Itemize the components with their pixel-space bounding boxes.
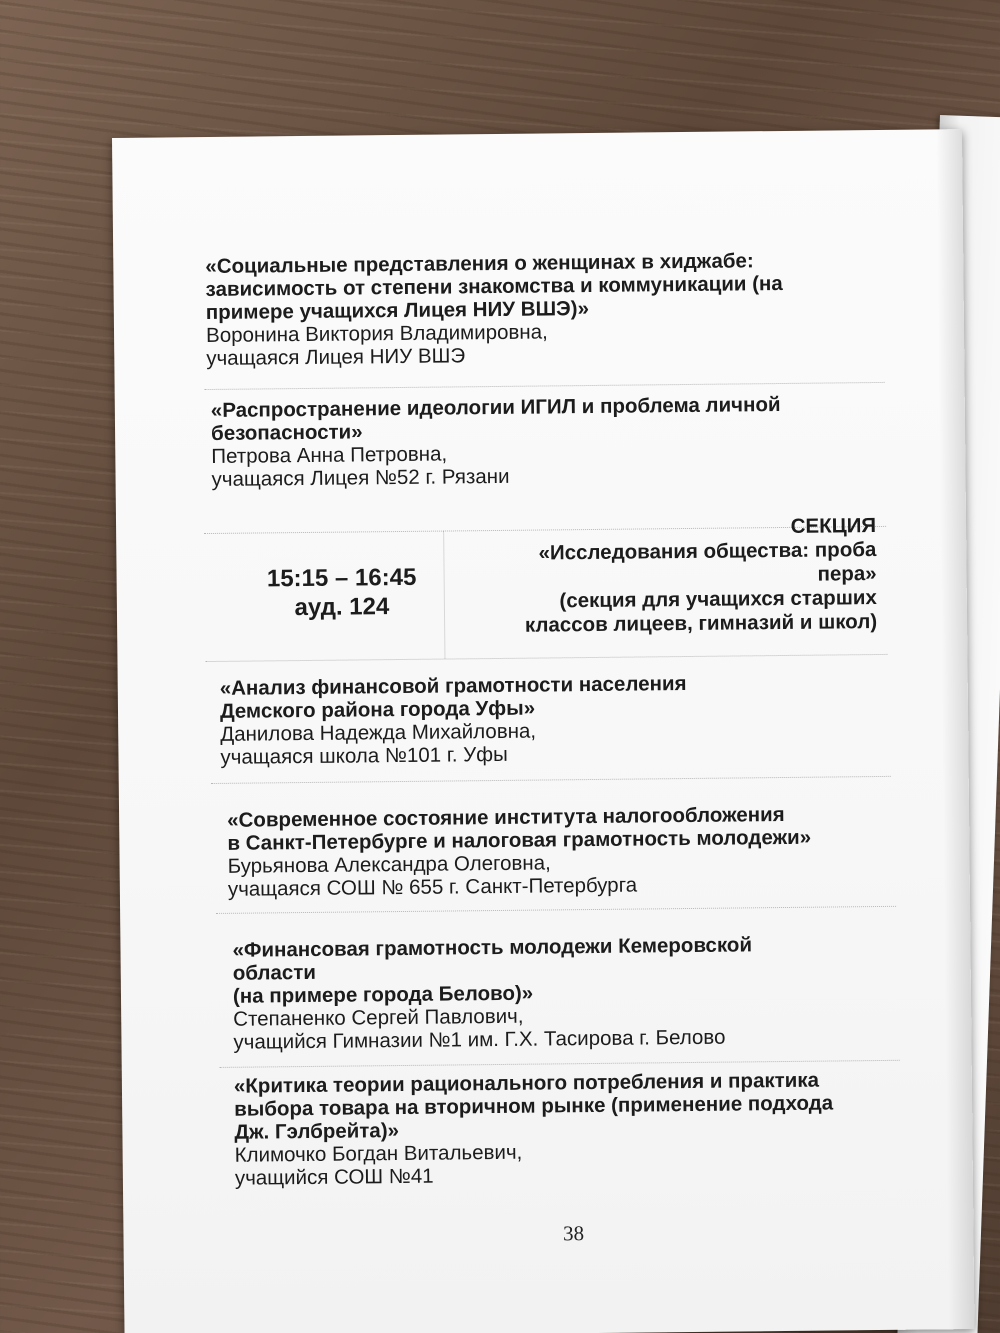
talk-title: «Социальные представления о женщинах в хиджабе: зависимость от степени знакомства и коммуникации (на примере учащихся Лицея НИУ ВШЭ)» bbox=[205, 249, 783, 325]
talk-title: «Анализ финансовой грамотности населения Демского района города Уфы» bbox=[219, 672, 687, 723]
divider bbox=[205, 654, 887, 662]
session-room: ауд. 124 bbox=[294, 593, 390, 622]
speaker-name: Бурьянова Александра Олеговна, bbox=[227, 851, 551, 878]
speaker-name: Климочко Богдан Витальевич, bbox=[234, 1140, 523, 1167]
program-entry bbox=[205, 248, 906, 370]
program-entry bbox=[211, 392, 912, 491]
speaker-name: Петрова Анна Петровна, bbox=[211, 442, 448, 468]
speaker-name: Степаненко Сергей Павлович, bbox=[233, 1004, 524, 1031]
session-time-block bbox=[216, 562, 467, 623]
speaker-school: учащаяся школа №101 г. Уфы bbox=[220, 742, 508, 769]
talk-title: «Финансовая грамотность молодежи Кемеровской области (на примере города Белово)» bbox=[232, 933, 753, 1008]
booklet-page bbox=[112, 129, 975, 1333]
speaker-name: Данилова Надежда Михайловна, bbox=[220, 719, 537, 746]
section-note: (секция для учащихся старших классов лицеев, гимназий и школ) bbox=[524, 586, 878, 637]
speaker-name: Воронина Виктория Владимировна, bbox=[205, 320, 548, 348]
program-entry bbox=[234, 1067, 945, 1189]
speaker-school: учащаяся Лицея НИУ ВШЭ bbox=[206, 344, 466, 371]
divider bbox=[220, 1060, 900, 1068]
section-label: СЕКЦИЯ bbox=[790, 514, 877, 538]
speaker-school: учащийся Гимназии №1 им. Г.Х. Тасирова г. Белово bbox=[233, 1025, 726, 1054]
divider bbox=[211, 776, 891, 784]
talk-title: «Распространение идеологии ИГИЛ и проблема личной безопасности» bbox=[210, 393, 781, 445]
session-time: 15:15 – 16:45 bbox=[266, 563, 417, 593]
program-entry bbox=[232, 931, 933, 1053]
section-title: «Исследования общества: проба пера» bbox=[538, 538, 877, 586]
divider bbox=[205, 382, 885, 390]
program-entry bbox=[227, 802, 928, 901]
speaker-school: учащаяся Лицея №52 г. Рязани bbox=[211, 464, 510, 491]
section-heading bbox=[446, 514, 877, 638]
speaker-school: учащийся СОШ №41 bbox=[234, 1164, 434, 1190]
talk-title: «Критика теории рационального потребления и практика выбора товара на вторичном рынке (применение подхода Дж. Гэлбрейта)» bbox=[233, 1068, 834, 1144]
program-entry bbox=[220, 670, 921, 769]
talk-title: «Современное состояние института налогообложения в Санкт-Петербурге и налоговая грамотность молодежи» bbox=[227, 802, 812, 855]
speaker-school: учащаяся СОШ № 655 г. Санкт-Петербурга bbox=[227, 873, 638, 901]
divider bbox=[216, 906, 896, 914]
page-number: 38 bbox=[562, 1221, 585, 1246]
